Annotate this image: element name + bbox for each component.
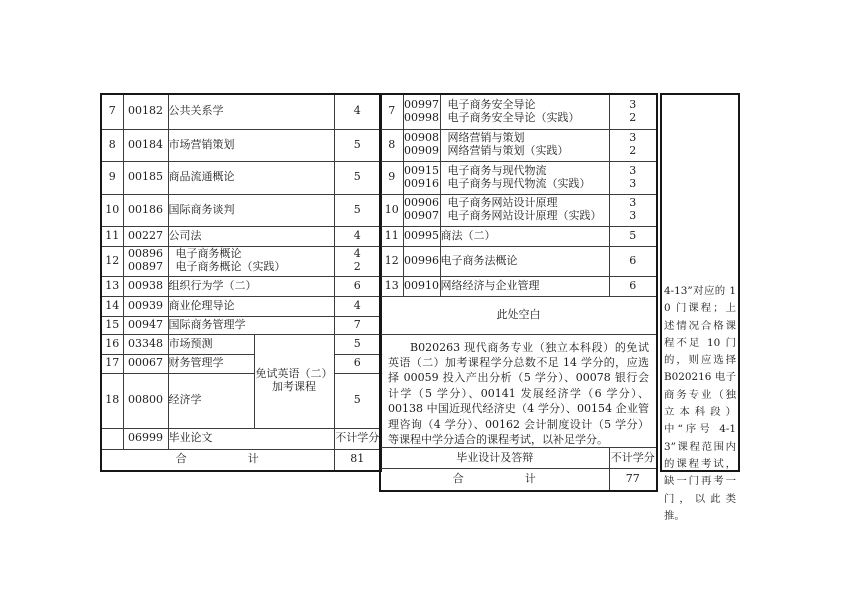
course-name-cell: 国际商务管理学 bbox=[168, 316, 334, 334]
credit-cell: 5 bbox=[334, 334, 381, 354]
course-code: 00997 bbox=[404, 98, 439, 112]
seq-cell: 9 bbox=[101, 161, 123, 194]
credit: 3 bbox=[629, 163, 637, 177]
seq-cell: 13 bbox=[101, 276, 123, 296]
course-code: 00907 bbox=[404, 209, 439, 222]
course-name-cell: 商业伦理导论 bbox=[168, 296, 334, 316]
seq-cell: 12 bbox=[101, 246, 123, 276]
course-code-cell: 00800 bbox=[123, 373, 168, 428]
course-code-cell: 00947 bbox=[123, 316, 168, 334]
course-code-cell: 00184 bbox=[123, 129, 168, 161]
credit-cell: 不计学分 bbox=[609, 448, 657, 469]
seq-cell: 15 bbox=[101, 316, 123, 334]
course-code-cell bbox=[403, 94, 440, 129]
course-code: 00909 bbox=[404, 144, 439, 157]
course-code-cell: 00186 bbox=[123, 194, 168, 226]
course-name-cell bbox=[440, 129, 609, 161]
credit-cell: 5 bbox=[334, 129, 381, 161]
course-code-cell: 06999 bbox=[123, 428, 168, 449]
seq-cell: 8 bbox=[380, 129, 403, 161]
credit-cell bbox=[609, 161, 657, 194]
credit: 2 bbox=[353, 260, 361, 273]
credit: 3 bbox=[629, 209, 637, 222]
course-code-cell: 00939 bbox=[123, 296, 168, 316]
course-code-cell: 00910 bbox=[403, 276, 440, 296]
course-code: 00896 bbox=[128, 247, 163, 261]
credit: 4 bbox=[353, 247, 361, 261]
credit-cell: 6 bbox=[609, 246, 657, 276]
course-name: 电子商务网站设计原理 bbox=[447, 196, 558, 210]
course-name-cell: 毕业论文 bbox=[168, 428, 334, 449]
course-name: 电子商务安全导论（实践） bbox=[447, 110, 580, 124]
credit: 3 bbox=[629, 98, 637, 112]
credit-cell bbox=[609, 94, 657, 129]
seq-cell: 10 bbox=[101, 194, 123, 226]
course-name: 电子商务网站设计原理（实践） bbox=[447, 209, 602, 222]
course-name: 网络营销与策划（实践） bbox=[447, 144, 569, 157]
seq-cell: 17 bbox=[101, 354, 123, 373]
course-code-cell bbox=[403, 194, 440, 226]
total-credit-cell: 81 bbox=[334, 449, 381, 471]
credit: 3 bbox=[629, 131, 637, 145]
blank-placeholder-cell: 此处空白 bbox=[380, 296, 657, 334]
course-name-cell bbox=[168, 246, 334, 276]
course-name-cell: 财务管理学 bbox=[168, 354, 254, 373]
course-code-cell: 00185 bbox=[123, 161, 168, 194]
side-note-cell bbox=[660, 93, 740, 522]
right-course-table bbox=[379, 93, 658, 492]
credit-cell bbox=[334, 246, 381, 276]
credit-cell: 6 bbox=[334, 354, 381, 373]
course-name: 电子商务安全导论 bbox=[447, 98, 536, 112]
course-code-cell: 00938 bbox=[123, 276, 168, 296]
credit-cell: 6 bbox=[609, 276, 657, 296]
course-name-cell bbox=[440, 194, 609, 226]
seq-cell: 14 bbox=[101, 296, 123, 316]
course-name-cell: 经济学 bbox=[168, 373, 254, 428]
seq-cell: 18 bbox=[101, 373, 123, 428]
course-name-cell: 公司法 bbox=[168, 226, 334, 246]
course-code-cell bbox=[403, 161, 440, 194]
left-course-table bbox=[100, 93, 382, 472]
course-code: 00916 bbox=[404, 176, 439, 190]
course-code-cell bbox=[403, 129, 440, 161]
credit-cell: 5 bbox=[609, 226, 657, 246]
seq-cell: 7 bbox=[101, 94, 123, 129]
credit-cell bbox=[609, 194, 657, 226]
course-code: 00908 bbox=[404, 131, 439, 145]
seq-cell: 9 bbox=[380, 161, 403, 194]
course-name-cell: 组织行为学（二） bbox=[168, 276, 334, 296]
course-name-cell: 网络经济与企业管理 bbox=[440, 276, 609, 296]
course-code-cell: 00182 bbox=[123, 94, 168, 129]
course-name: 电子商务与现代物流 bbox=[447, 163, 547, 177]
makeup-credit-note-text: B020263 现代商务专业（独立本科段）的免试英语（二）加考课程学分总数不足 14 学分的，应选择 00059 投入产出分析（5 学分）、00078 银行会计学（5 学分）、00141 发展经济学（6 学分）、00138 中国近现代经济史（4 学分）、00154 企业管理咨询（4 学分）、00162 会计制度设计（5 学分）等课程中学分适合的课程考试，以补足学分。 bbox=[388, 340, 649, 446]
course-code: 00998 bbox=[404, 110, 439, 124]
total-label-cell: 合 计 bbox=[380, 469, 609, 491]
makeup-credit-note-cell bbox=[380, 334, 657, 448]
credit-cell: 4 bbox=[334, 296, 381, 316]
seq-cell: 16 bbox=[101, 334, 123, 354]
credit-cell: 5 bbox=[334, 373, 381, 428]
seq-cell: 11 bbox=[380, 226, 403, 246]
course-code-cell bbox=[123, 246, 168, 276]
course-name-cell bbox=[440, 94, 609, 129]
credit-cell: 4 bbox=[334, 226, 381, 246]
defense-label-cell: 毕业设计及答辩 bbox=[380, 448, 609, 469]
side-note-text: 4-13”对应的 10 门课程；上述情况合格课程不足 10 门的，则应选择 B020216 电子商务专业（独立本科段）中“序号 4-13”课程范围内的课程考试，缺一门再考一门，以此类推。 bbox=[664, 285, 736, 522]
course-name-cell: 公共关系学 bbox=[168, 94, 334, 129]
total-label-cell: 合 计 bbox=[101, 449, 334, 471]
credit-cell: 不计学分 bbox=[334, 428, 381, 449]
course-name-cell: 国际商务谈判 bbox=[168, 194, 334, 226]
course-name-cell: 市场营销策划 bbox=[168, 129, 334, 161]
seq-cell: 8 bbox=[101, 129, 123, 161]
credit: 2 bbox=[629, 110, 637, 124]
course-name-cell: 商品流通概论 bbox=[168, 161, 334, 194]
course-code: 00897 bbox=[128, 260, 163, 273]
seq-cell: 11 bbox=[101, 226, 123, 246]
course-name: 电子商务概论 bbox=[175, 247, 242, 261]
seq-cell: 7 bbox=[380, 94, 403, 129]
credit-cell bbox=[609, 129, 657, 161]
seq-cell: 13 bbox=[380, 276, 403, 296]
course-name: 电子商务与现代物流（实践） bbox=[447, 176, 591, 190]
credit: 2 bbox=[629, 144, 637, 157]
credit-cell: 5 bbox=[334, 194, 381, 226]
total-credit-cell: 77 bbox=[609, 469, 657, 491]
course-name-cell: 商法（二） bbox=[440, 226, 609, 246]
exempt-note-line: 免试英语（二） bbox=[255, 367, 333, 381]
course-code-cell: 00995 bbox=[403, 226, 440, 246]
course-code-cell: 00227 bbox=[123, 226, 168, 246]
course-name: 网络营销与策划 bbox=[447, 131, 525, 145]
credit-cell: 5 bbox=[334, 161, 381, 194]
course-code-cell: 03348 bbox=[123, 334, 168, 354]
course-code-cell: 00996 bbox=[403, 246, 440, 276]
seq-cell: 12 bbox=[380, 246, 403, 276]
credit: 3 bbox=[629, 176, 637, 190]
course-code: 00915 bbox=[404, 163, 439, 177]
credit-cell: 4 bbox=[334, 94, 381, 129]
course-name-cell: 市场预测 bbox=[168, 334, 254, 354]
exempt-note-line: 加考课程 bbox=[272, 380, 316, 393]
seq-cell-empty bbox=[101, 428, 123, 449]
course-name: 电子商务概论（实践） bbox=[175, 260, 286, 273]
credit-cell: 6 bbox=[334, 276, 381, 296]
exempt-english-note-cell bbox=[254, 334, 334, 428]
course-code-cell: 00067 bbox=[123, 354, 168, 373]
course-name-cell: 电子商务法概论 bbox=[440, 246, 609, 276]
credit: 3 bbox=[629, 196, 637, 210]
credit-cell: 7 bbox=[334, 316, 381, 334]
course-code: 00906 bbox=[404, 196, 439, 210]
seq-cell: 10 bbox=[380, 194, 403, 226]
course-name-cell bbox=[440, 161, 609, 194]
